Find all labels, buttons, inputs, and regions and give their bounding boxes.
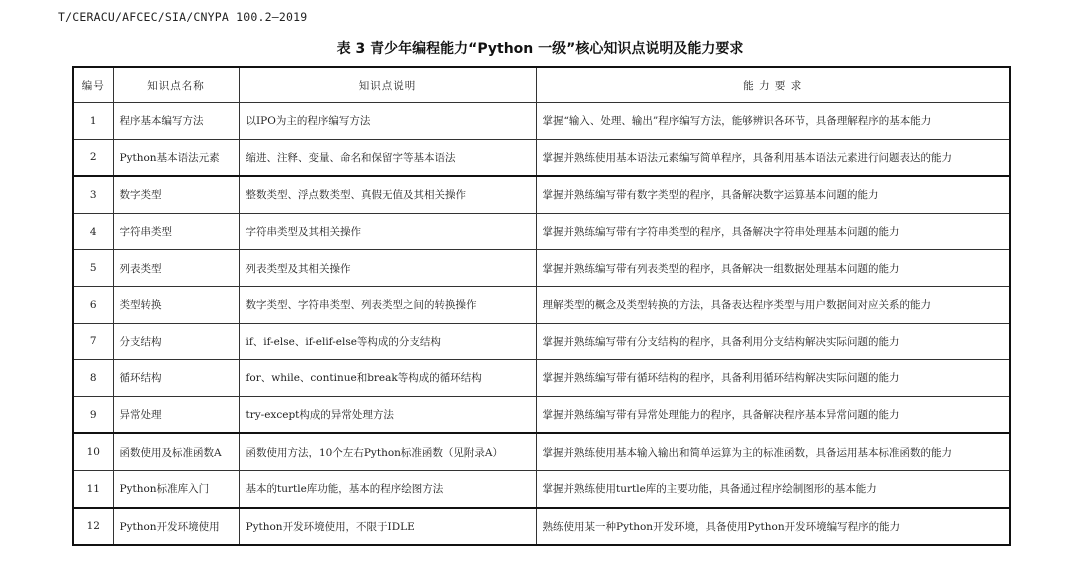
row-id: 4 [73,213,113,250]
table-row [73,396,1010,433]
knowledge-table [72,66,1011,546]
row-description: Python开发环境使用，不限于IDLE [239,508,536,546]
table-row [73,286,1010,323]
table-row [73,103,1010,140]
row-name: 字符串类型 [113,213,239,250]
table-header-row [73,67,1010,103]
row-description: if、if-else、if-elif-else等构成的分支结构 [239,323,536,360]
row-description: 缩进、注释、变量、命名和保留字等基本语法 [239,139,536,176]
row-id: 1 [73,103,113,140]
row-id: 12 [73,508,113,546]
row-name: 异常处理 [113,396,239,433]
row-id: 5 [73,250,113,287]
table-row [73,508,1010,546]
row-description: for、while、continue和break等构成的循环结构 [239,360,536,397]
row-requirement: 掌握并熟练编写带有字符串类型的程序，具备解决字符串处理基本问题的能力 [536,213,1010,250]
table-row [73,139,1010,176]
table-row [73,176,1010,213]
row-requirement: 掌握并熟练编写带有分支结构的程序，具备利用分支结构解决实际问题的能力 [536,323,1010,360]
row-name: Python基本语法元素 [113,139,239,176]
row-id: 11 [73,470,113,507]
row-requirement: 理解类型的概念及类型转换的方法，具备表达程序类型与用户数据间对应关系的能力 [536,286,1010,323]
row-name: Python开发环境使用 [113,508,239,546]
table-row [73,470,1010,507]
row-id: 3 [73,176,113,213]
row-id: 2 [73,139,113,176]
row-id: 10 [73,433,113,470]
row-name: 类型转换 [113,286,239,323]
row-description: 字符串类型及其相关操作 [239,213,536,250]
row-id: 6 [73,286,113,323]
row-requirement: 掌握并熟练使用turtle库的主要功能，具备通过程序绘制图形的基本能力 [536,470,1010,507]
row-name: 程序基本编写方法 [113,103,239,140]
row-description: 整数类型、浮点数类型、真假无值及其相关操作 [239,176,536,213]
row-description: 数字类型、字符串类型、列表类型之间的转换操作 [239,286,536,323]
row-requirement: 掌握“输入、处理、输出”程序编写方法，能够辨识各环节，具备理解程序的基本能力 [536,103,1010,140]
table-row [73,213,1010,250]
column-header-id: 编号 [73,67,113,103]
row-requirement: 掌握并熟练编写带有列表类型的程序，具备解决一组数据处理基本问题的能力 [536,250,1010,287]
row-description: 以IPO为主的程序编写方法 [239,103,536,140]
row-description: 列表类型及其相关操作 [239,250,536,287]
row-name: 数字类型 [113,176,239,213]
row-id: 9 [73,396,113,433]
row-requirement: 掌握并熟练编写带有数字类型的程序，具备解决数字运算基本问题的能力 [536,176,1010,213]
column-header-description: 知识点说明 [239,67,536,103]
row-name: 函数使用及标准函数A [113,433,239,470]
row-requirement: 掌握并熟练使用基本语法元素编写简单程序，具备利用基本语法元素进行问题表达的能力 [536,139,1010,176]
row-requirement: 掌握并熟练编写带有循环结构的程序，具备利用循环结构解决实际问题的能力 [536,360,1010,397]
table-row [73,250,1010,287]
row-name: Python标准库入门 [113,470,239,507]
table-row [73,433,1010,470]
table-row [73,360,1010,397]
row-description: try-except构成的异常处理方法 [239,396,536,433]
row-id: 7 [73,323,113,360]
row-name: 循环结构 [113,360,239,397]
row-description: 函数使用方法，10个左右Python标准函数（见附录A） [239,433,536,470]
row-requirement: 掌握并熟练编写带有异常处理能力的程序，具备解决程序基本异常问题的能力 [536,396,1010,433]
row-name: 列表类型 [113,250,239,287]
column-header-requirement: 能 力 要 求 [536,67,1010,103]
row-description: 基本的turtle库功能，基本的程序绘图方法 [239,470,536,507]
row-requirement: 熟练使用某一种Python开发环境，具备使用Python开发环境编写程序的能力 [536,508,1010,546]
row-requirement: 掌握并熟练使用基本输入输出和简单运算为主的标准函数，具备运用基本标准函数的能力 [536,433,1010,470]
standard-code: T/CERACU/AFCEC/SIA/CNYPA 100.2—2019 [58,10,308,24]
column-header-name: 知识点名称 [113,67,239,103]
row-name: 分支结构 [113,323,239,360]
table-title: 表 3 青少年编程能力“Python 一级”核心知识点说明及能力要求 [336,41,744,57]
row-id: 8 [73,360,113,397]
table-row [73,323,1010,360]
